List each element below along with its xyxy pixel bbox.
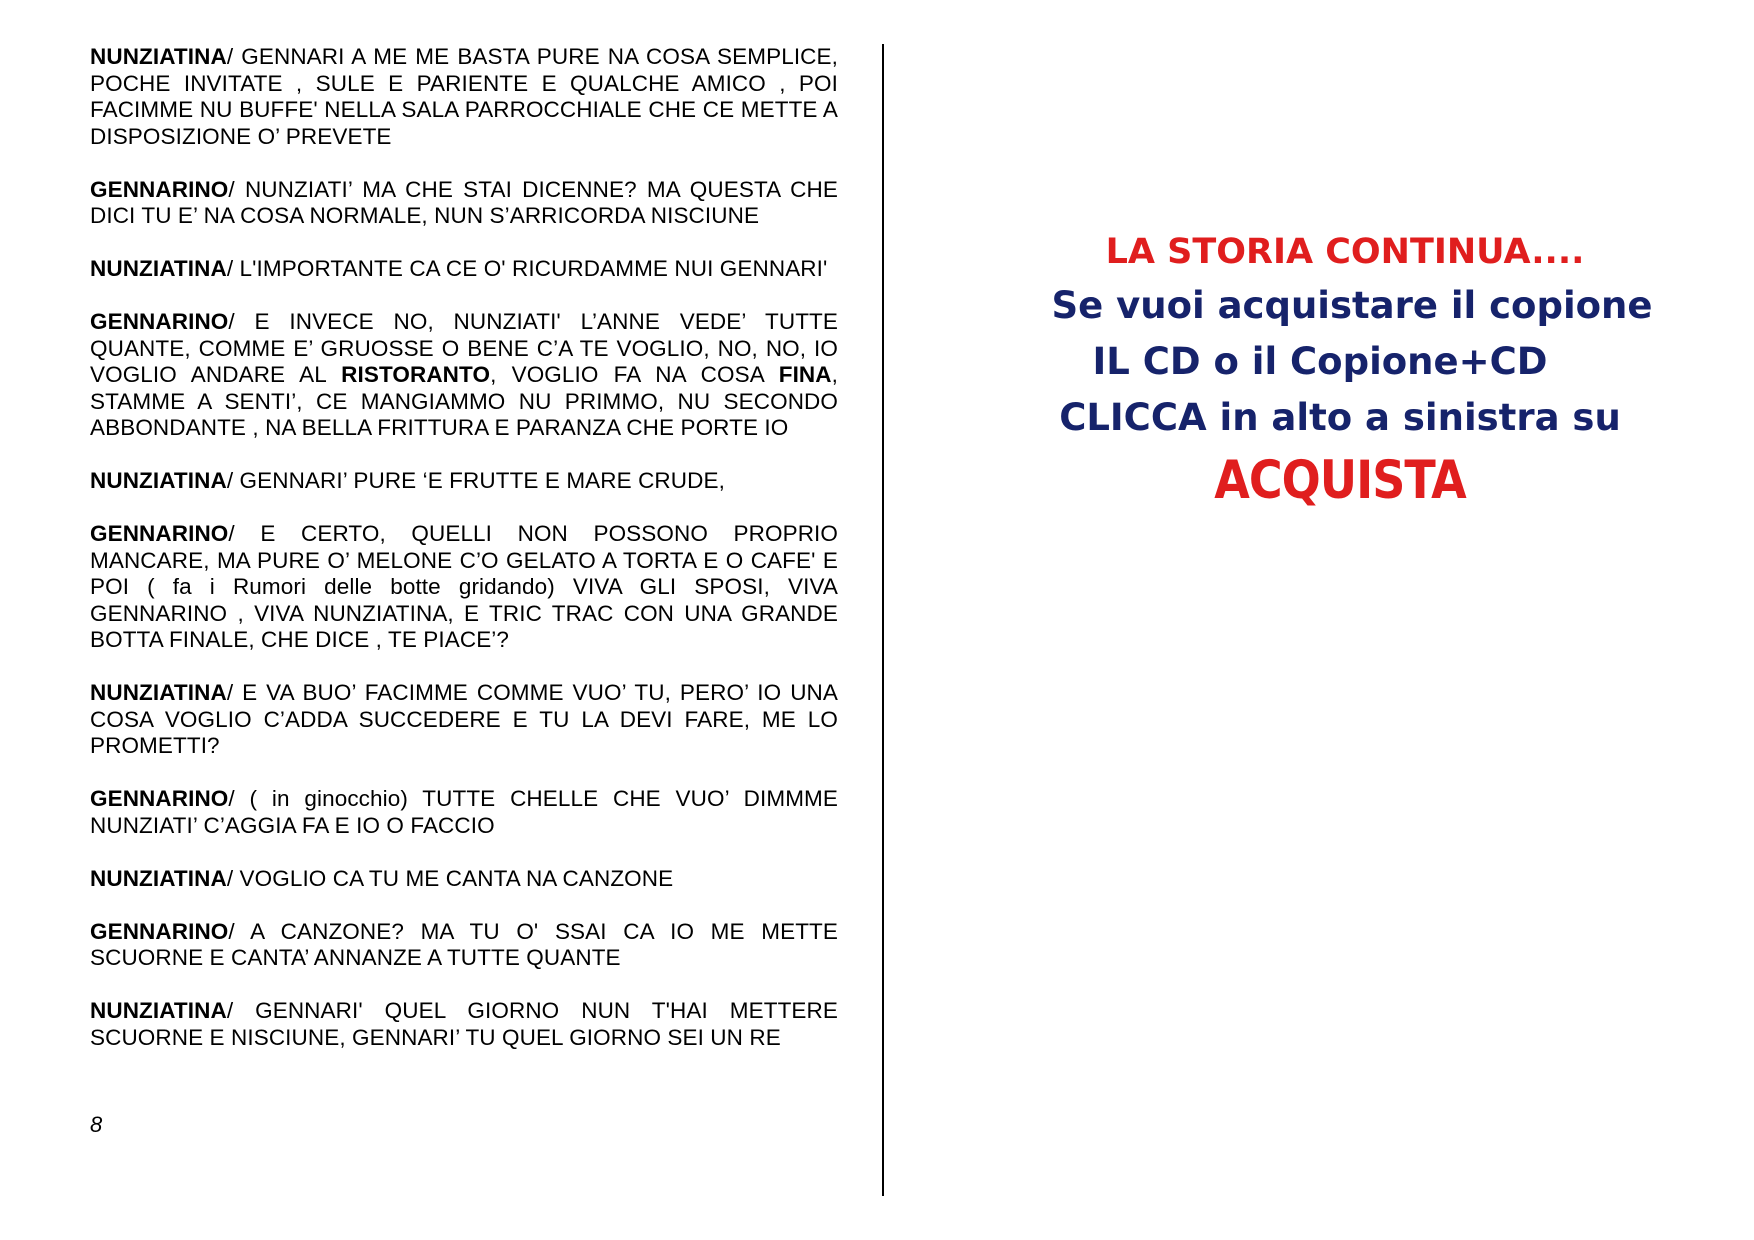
dialogue-paragraph — [90, 309, 838, 442]
speaker-name: NUNZIATINA — [90, 468, 227, 493]
promo-cd-options: IL CD o il Copione+CD — [1092, 340, 1548, 383]
dialogue-text: / E INVECE NO, NUNZIATI' L’ANNE VEDE’ TUTTE QUANTE, COMME E’ GRUOSSE O BENE C’A TE VOGLIO, NO, NO, IO VOGLIO ANDARE AL — [90, 309, 838, 387]
speaker-name: NUNZIATINA — [90, 998, 227, 1023]
dialogue-text: / GENNARI’ PURE ‘E FRUTTE E MARE CRUDE, — [226, 468, 725, 493]
promo-acquista: ACQUISTA — [1214, 448, 1466, 511]
dialogue-paragraph — [90, 468, 838, 495]
page-number: 8 — [90, 1112, 103, 1137]
speaker-name: GENNARINO — [90, 786, 229, 811]
emphasis-text: RISTORANTO — [341, 362, 491, 387]
speaker-name: GENNARINO — [90, 918, 229, 944]
dialogue-paragraph — [90, 998, 838, 1051]
speaker-name: GENNARINO — [90, 309, 229, 334]
dialogue-text: / A CANZONE? MA TU O' SSAI CA IO ME METTE SCUORNE E CANTA’ ANNANZE A TUTTE QUANTE — [90, 918, 838, 970]
speaker-name: GENNARINO — [90, 521, 229, 546]
dialogue-paragraph — [90, 919, 838, 972]
dialogue-paragraph — [90, 680, 838, 760]
dialogue-paragraph — [90, 521, 838, 654]
dialogue-text: / VOGLIO CA TU ME CANTA NA CANZONE — [226, 865, 674, 891]
promo-click-instruction: CLICCA in alto a sinistra su — [1059, 396, 1621, 439]
dialogue-paragraph — [90, 866, 838, 893]
dialogue-text: / ( in ginocchio) TUTTE CHELLE CHE VUO’ DIMMME NUNZIATI’ C’AGGIA FA E IO O FACCIO — [90, 786, 838, 838]
purchase-notice — [1000, 226, 1680, 511]
dialogue-paragraph — [90, 177, 838, 230]
dialogue-text: / E CERTO, QUELLI NON POSSONO PROPRIO MANCARE, MA PURE O’ MELONE C’O GELATO A TORTA E O CAFE' E POI ( fa i Rumori delle botte gridando) VIVA GLI SPOSI, VIVA GENNARINO , VIVA NUNZIATINA, E TRIC TRAC CON UNA GRANDE BOTTA FINALE, CHE DICE , TE PIACE’? — [90, 521, 838, 652]
promo-story-continues: LA STORIA CONTINUA.... — [1105, 232, 1585, 272]
dialogue-paragraph — [90, 256, 838, 283]
script-page — [90, 44, 838, 1078]
speaker-name: NUNZIATINA — [90, 680, 227, 705]
speaker-name: NUNZIATINA — [90, 44, 227, 69]
dialogue-text: / GENNARI A ME ME BASTA PURE NA COSA SEMPLICE, POCHE INVITATE , SULE E PARIENTE E QUALCHE AMICO , POI FACIMME NU BUFFE' NELLA SALA PARROCCHIALE CHE CE METTE A DISPOSIZIONE O’ PREVETE — [90, 44, 838, 149]
dialogue-text: , VOGLIO FA NA COSA — [490, 362, 779, 387]
dialogue-paragraph — [90, 44, 838, 150]
dialogue-text: / GENNARI' QUEL GIORNO NUN T'HAI METTERE SCUORNE E NISCIUNE, GENNARI’ TU QUEL GIORNO SEI UN RE — [90, 998, 838, 1050]
speaker-name: NUNZIATINA — [90, 865, 227, 891]
speaker-name: GENNARINO — [90, 176, 229, 202]
dialogue-text: / E VA BUO’ FACIMME COMME VUO’ TU, PERO’ IO UNA COSA VOGLIO C’ADDA SUCCEDERE E TU LA DEVI FARE, ME LO PROMETTI? — [90, 680, 838, 758]
promo-buy-script: Se vuoi acquistare il copione — [1051, 284, 1653, 327]
dialogue-text: / L'IMPORTANTE CA CE O' RICURDAMME NUI GENNARI' — [226, 256, 828, 281]
emphasis-text: FINA — [778, 362, 832, 387]
dialogue-text: , STAMME A SENTI’, CE MANGIAMMO NU PRIMMO, NU SECONDO ABBONDANTE , NA BELLA FRITTURA E PARANZA CHE PORTE IO — [90, 362, 838, 440]
speaker-name: NUNZIATINA — [90, 256, 227, 281]
dialogue-text: / NUNZIATI’ MA CHE STAI DICENNE? MA QUESTA CHE DICI TU E’ NA COSA NORMALE, NUN S’ARRICORDA NISCIUNE — [90, 176, 838, 228]
page-divider — [882, 44, 884, 1196]
dialogue-paragraph — [90, 786, 838, 839]
